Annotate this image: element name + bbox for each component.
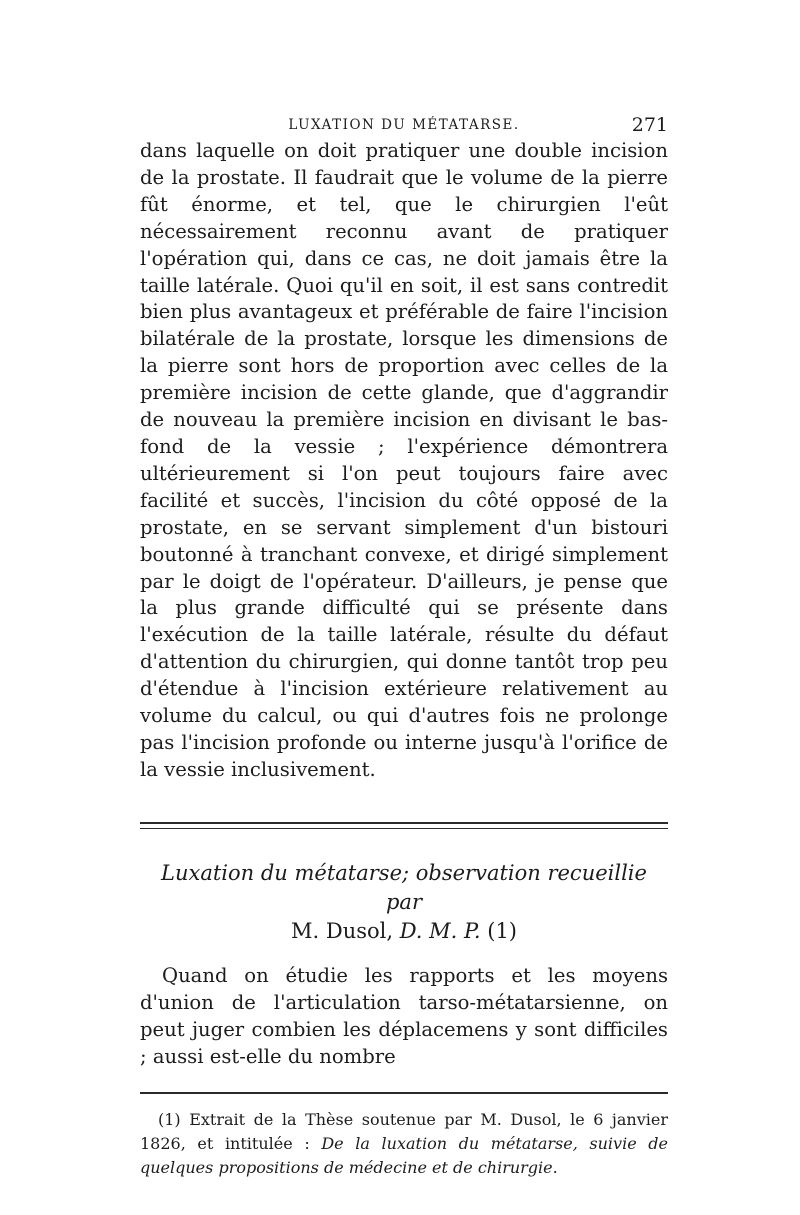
body-text: [140, 138, 668, 784]
footnote-rule: [140, 1092, 668, 1094]
running-title: LUXATION DU MÉTATARSE.: [288, 117, 520, 133]
footnote: [140, 1108, 668, 1180]
running-header: [140, 112, 668, 138]
section-heading: [140, 859, 668, 946]
author-prefix: M.: [290, 918, 320, 943]
page-number: 271: [631, 114, 668, 136]
author-name: Dusol: [325, 918, 387, 943]
footnote-marker: (1): [158, 1109, 181, 1129]
author-credentials: D. M. P.: [399, 918, 481, 943]
section-opening-paragraph: Quand on étudie les rapports et les moyens d'union de l'articulation tarso-métatarsienne, on peut juger combien les déplacemens y sont difficiles ; aussi est-elle du nombre: [140, 963, 668, 1068]
section-author-line: M. Dusol, D. M. P. (1): [290, 918, 517, 943]
footnote-reference: (1): [487, 918, 517, 943]
book-page: [140, 112, 668, 1196]
body-paragraph: dans laquelle on doit pratiquer une double incision de la prostate. Il faudrait que le volume de la pierre fût énorme, et tel, que le chirurgien l'eût nécessairement reconnu avant de pratiquer l'opération qui, dans ce cas, ne doit jamais être la taille latérale. Quoi qu'il en soit, il est sans contredit bien plus avantageux et préférable de faire l'incision bilatérale de la prostate, lorsque les dimensions de la pierre sont hors de proportion avec celles de la première incision de cette glande, que d'aggrandir de nouveau la première incision en divisant le bas-fond de la vessie ; l'expérience démontrera ultérieurement si l'on peut toujours faire avec facilité et succès, l'incision du côté opposé de la prostate, en se servant simplement d'un bistouri boutonné à tranchant convexe, et dirigé simplement par le doigt de l'opérateur. D'ailleurs, je pense que la plus grande difficulté qui se présente dans l'exécution de la taille latérale, résulte du défaut d'attention du chirurgien, qui donne tantôt trop peu d'étendue à l'incision extérieure relativement au volume du calcul, ou qui d'autres fois ne prolonge pas l'incision profonde ou interne jusqu'à l'orifice de la vessie inclusivement.: [140, 139, 668, 781]
footnote-text: Extrait de la Thèse soutenue par M. Dusol, le 6 janvier 1826, et intitulée :: [140, 1109, 669, 1153]
footnote-title: De la luxation du métatarse, suivie de quelques propositions de médecine et de chirurgie.: [140, 1133, 668, 1177]
section-title: Luxation du métatarse; observation recueillie par: [161, 860, 647, 914]
double-rule-divider: [140, 822, 668, 829]
